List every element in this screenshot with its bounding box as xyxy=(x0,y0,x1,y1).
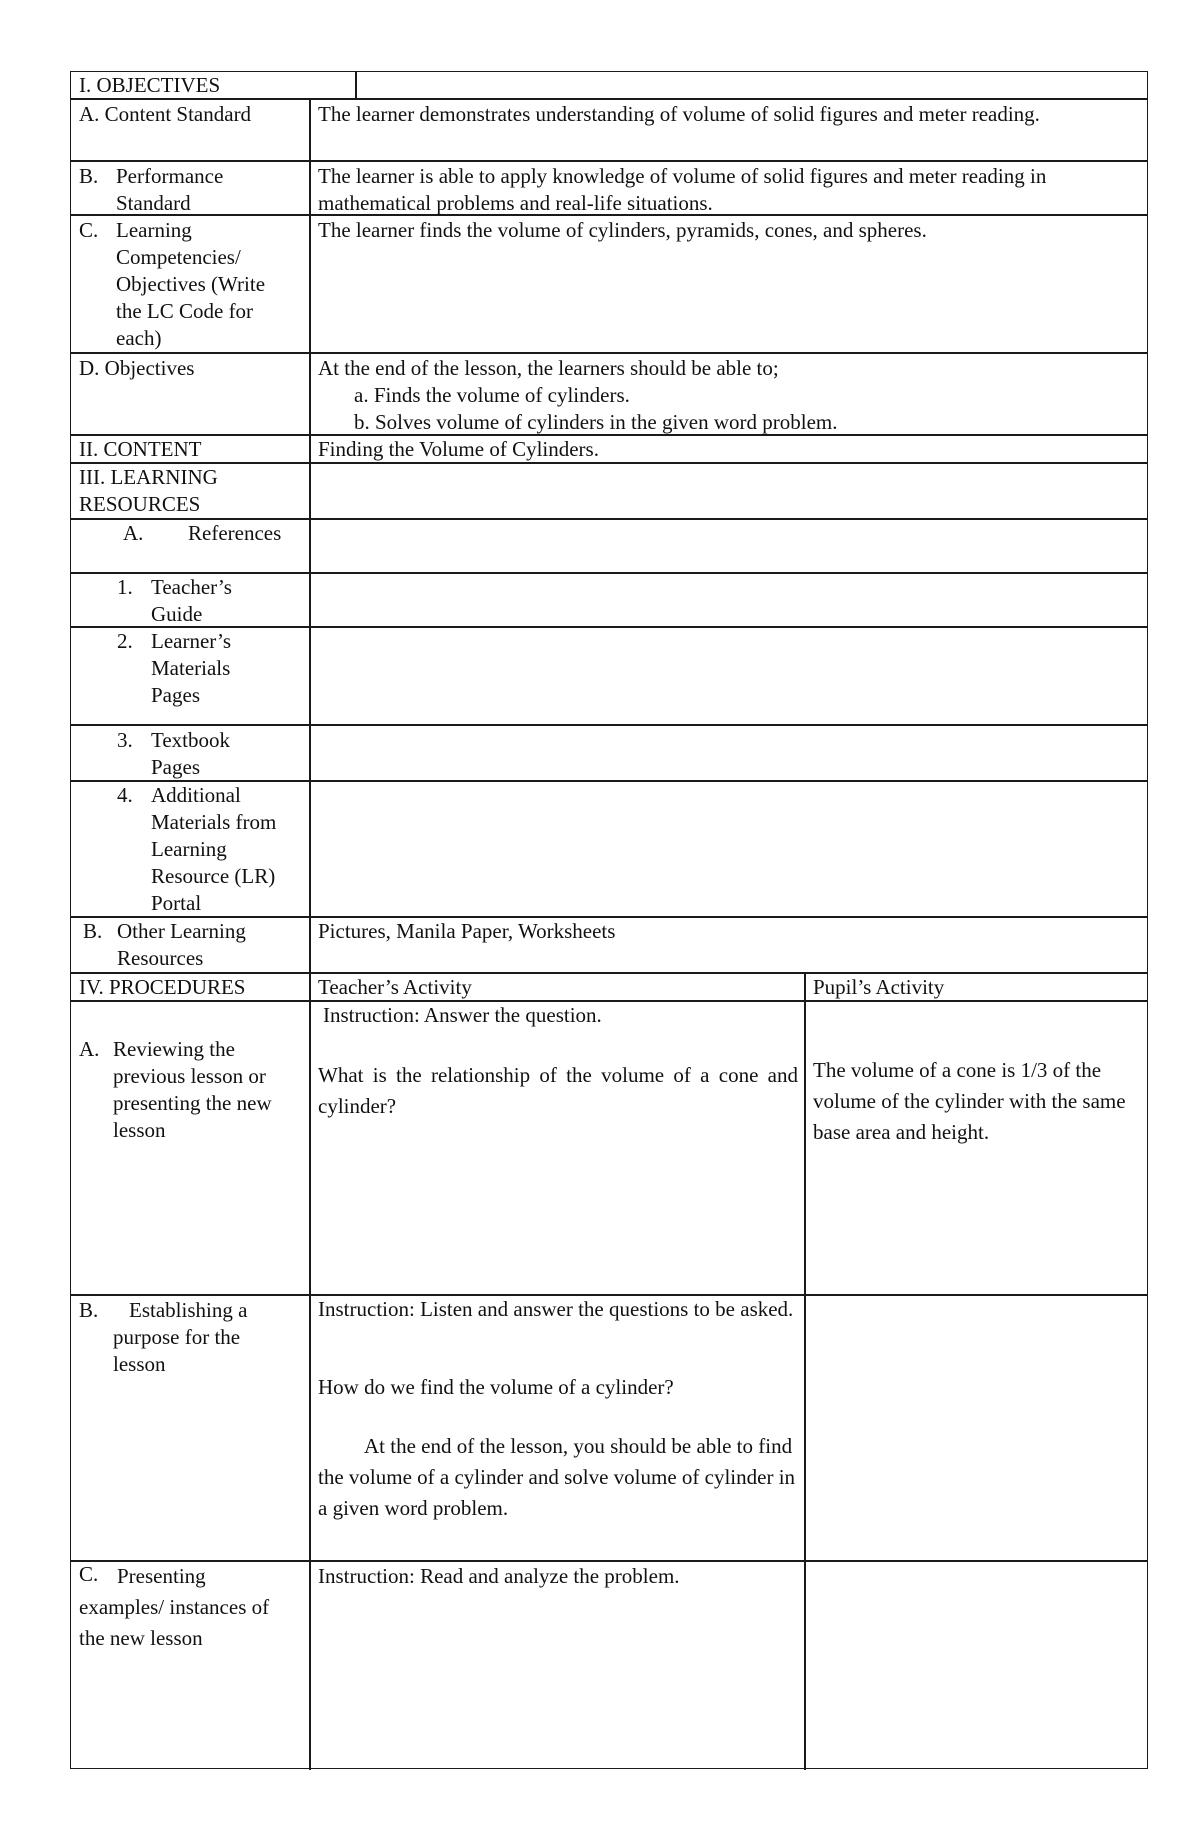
performance-standard-letter: B. xyxy=(79,164,99,188)
learning-competencies-text: The learner finds the volume of cylinders, pyramids, cones, and spheres. xyxy=(318,218,927,242)
lesson-plan-table xyxy=(70,71,1148,1769)
objective-item: b. Solves volume of cylinders in the given word problem. xyxy=(354,410,838,434)
resource-item-number: 1. xyxy=(117,575,133,599)
label-column-divider xyxy=(309,98,311,1770)
objective-item: a. Finds the volume of cylinders. xyxy=(354,383,630,407)
other-resources-letter: B. xyxy=(83,919,103,943)
content-text: Finding the Volume of Cylinders. xyxy=(318,437,599,461)
objectives-row-label: D. Objectives xyxy=(79,356,195,380)
row-divider xyxy=(71,352,1147,354)
content-label: II. CONTENT xyxy=(79,437,202,461)
references-label: References xyxy=(188,521,282,545)
row-divider xyxy=(71,160,1147,162)
other-resources-text: Pictures, Manila Paper, Worksheets xyxy=(318,919,616,943)
learning-competencies-label: Learning Competencies/ Objectives (Write the LC Code for each) xyxy=(116,218,266,350)
procedure-letter: A. xyxy=(79,1037,100,1061)
teacher-question: What is the relationship of the volume of a cone and cylinder? xyxy=(318,1063,798,1118)
teacher-instruction: Instruction: Answer the question. xyxy=(323,1003,602,1027)
resource-item-number: 2. xyxy=(117,629,133,653)
performance-standard-text: The learner is able to apply knowledge of volume of solid figures and meter reading in mathematical problems and real-life situations. xyxy=(318,164,1047,215)
teacher-goal: At the end of the lesson, you should be able to find the volume of a cylinder and solve volume of cylinder in a given word problem. xyxy=(318,1434,796,1520)
activity-column-divider xyxy=(804,972,806,1770)
references-letter: A. xyxy=(123,521,144,545)
procedure-label: Reviewing the previous lesson or presenting the new lesson xyxy=(113,1037,272,1142)
pupil-activity-header: Pupil’s Activity xyxy=(813,975,945,999)
procedure-letter: C. xyxy=(79,1562,99,1586)
resource-item-label: Learner’s Materials Pages xyxy=(151,629,232,707)
content-standard-label: A. Content Standard xyxy=(79,102,252,126)
resource-item-label: Additional Materials from Learning Resource (LR) Portal xyxy=(151,783,277,915)
procedure-label: Establishing a purpose for the lesson xyxy=(113,1298,248,1376)
other-resources-label: Other Learning Resources xyxy=(117,919,246,970)
teacher-activity-header: Teacher’s Activity xyxy=(318,975,472,999)
procedures-label: IV. PROCEDURES xyxy=(79,975,246,999)
content-standard-text: The learner demonstrates understanding of volume of solid figures and meter reading. xyxy=(318,102,1040,126)
learning-competencies-letter: C. xyxy=(79,218,99,242)
procedure-letter: B. xyxy=(79,1298,99,1322)
row-divider xyxy=(71,98,1147,100)
objectives-heading: I. OBJECTIVES xyxy=(79,73,221,97)
teacher-instruction: Instruction: Listen and answer the questions to be asked. xyxy=(318,1297,794,1321)
objectives-intro: At the end of the lesson, the learners should be able to; xyxy=(318,356,779,380)
learning-resources-label: III. LEARNING RESOURCES xyxy=(79,465,218,516)
objectives-header-divider xyxy=(355,72,357,98)
resource-item-label: Teacher’s Guide xyxy=(151,575,232,626)
resource-item-number: 4. xyxy=(117,783,133,807)
teacher-question: How do we find the volume of a cylinder? xyxy=(318,1375,674,1399)
resource-item-label: Textbook Pages xyxy=(151,728,231,779)
resource-item-number: 3. xyxy=(117,728,133,752)
procedure-label: Presenting examples/ instances of the new lesson xyxy=(79,1564,270,1650)
performance-standard-label: Performance Standard xyxy=(116,164,224,215)
pupil-answer: The volume of a cone is 1/3 of the volume of the cylinder with the same base area and height. xyxy=(813,1058,1126,1144)
teacher-instruction: Instruction: Read and analyze the problem. xyxy=(318,1564,680,1588)
row-divider xyxy=(71,724,1147,726)
